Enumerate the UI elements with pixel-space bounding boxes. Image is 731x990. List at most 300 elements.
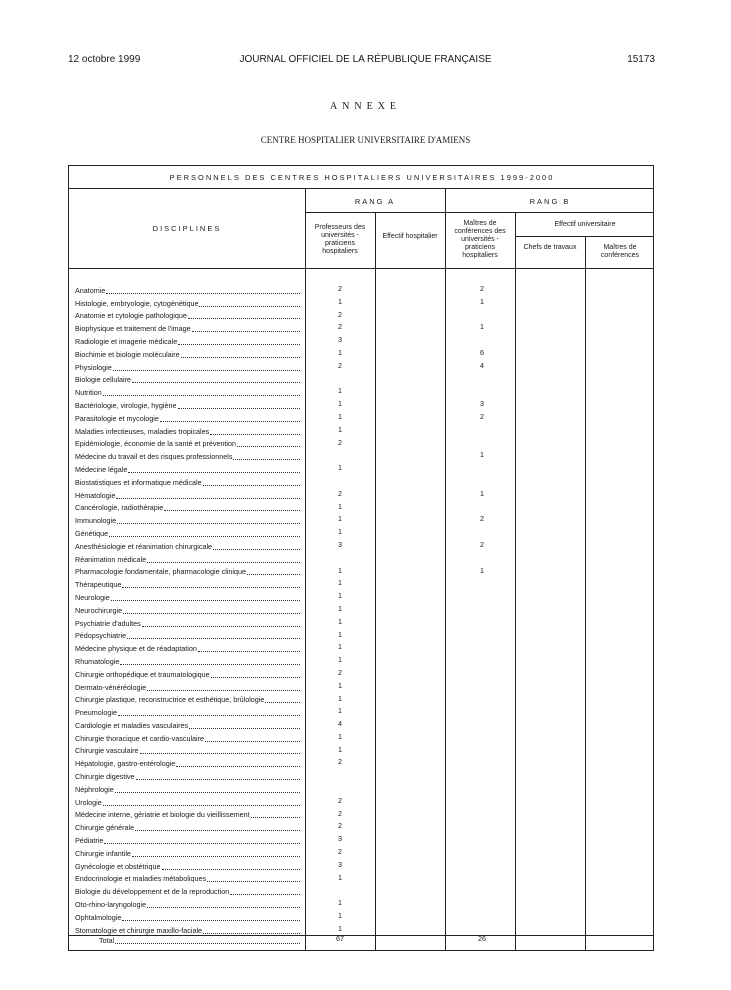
discipline-label: Radiologie et imagerie médicale (75, 336, 178, 346)
discipline-label: Hématologie (75, 490, 116, 500)
discipline-label-cell (75, 424, 301, 437)
maitres-conferences-count (447, 705, 517, 718)
discipline-label-cell (75, 744, 301, 757)
table-row (69, 705, 655, 718)
leader-dots (205, 741, 300, 742)
table-row (69, 475, 655, 488)
discipline-label-cell (75, 449, 301, 462)
discipline-label: Médecine interne, gériatrie et biologie du vieillissement (75, 810, 250, 820)
table-row (69, 731, 655, 744)
leader-dots (118, 715, 300, 716)
maitres-conferences-count (447, 424, 517, 437)
total-row (69, 933, 655, 946)
discipline-label-cell (75, 846, 301, 859)
discipline-label-cell (75, 488, 301, 501)
leader-dots (199, 306, 300, 307)
table-row (69, 680, 655, 693)
discipline-label: Ophtalmologie (75, 912, 122, 922)
table-row (69, 718, 655, 731)
discipline-label: Hépatologie, gastro-entérologie (75, 759, 176, 769)
discipline-rows (69, 283, 655, 936)
discipline-label: Neurochirurgie (75, 605, 123, 615)
maitres-conferences-count (447, 385, 517, 398)
discipline-label-cell (75, 347, 301, 360)
annexe-heading: ANNEXE (329, 101, 402, 112)
professeurs-count: 1 (338, 296, 342, 306)
professeurs-count (305, 782, 375, 795)
maitres-conferences-count: 1 (480, 322, 484, 332)
discipline-label-cell (75, 360, 301, 373)
maitres-conferences-count (447, 846, 517, 859)
table-row (69, 501, 655, 514)
professeurs-count: 1 (338, 616, 342, 626)
professeurs-count: 1 (338, 693, 342, 703)
total-maitres-conferences: 26 (478, 934, 486, 943)
maitres-conferences-count: 1 (480, 565, 484, 575)
professeurs-count: 1 (338, 463, 342, 473)
discipline-label: Génétique (75, 528, 109, 538)
discipline-label-cell (75, 565, 301, 578)
discipline-label: Chirurgie digestive (75, 772, 135, 782)
professeurs-count: 3 (338, 335, 342, 345)
table-row (69, 565, 655, 578)
total-label-cell (99, 933, 301, 946)
table-row (69, 462, 655, 475)
professeurs-count: 2 (338, 847, 342, 857)
maitres-conferences-count (447, 654, 517, 667)
leader-dots (181, 357, 300, 358)
table-row (69, 897, 655, 910)
document-subtitle: CENTRE HOSPITALIER UNIVERSITAIRE D'AMIENS (260, 135, 471, 145)
maitres-conferences-count (447, 437, 517, 450)
discipline-label: Epidémiologie, économie de la santé et prévention (75, 439, 237, 449)
discipline-label-cell (75, 731, 301, 744)
professeurs-count (305, 475, 375, 488)
professeurs-count: 1 (338, 501, 342, 511)
discipline-label: Rhumatologie (75, 656, 120, 666)
professeurs-count: 4 (338, 719, 342, 729)
maitres-conferences-count (447, 782, 517, 795)
discipline-label-cell (75, 872, 301, 885)
table-row (69, 437, 655, 450)
discipline-label-cell (75, 629, 301, 642)
professeurs-count: 3 (338, 859, 342, 869)
discipline-label: Biophysique et traitement de l'image (75, 324, 191, 334)
leader-dots (123, 613, 300, 614)
maitres-conferences-count (447, 718, 517, 731)
leader-dots (147, 562, 300, 563)
professeurs-count: 3 (338, 539, 342, 549)
maitres-conferences-count (447, 616, 517, 629)
maitres-conferences-count (447, 910, 517, 923)
maitres-conferences-count (447, 884, 517, 897)
discipline-label: Chirurgie plastique, reconstructrice et esthétique, brûlologie (75, 695, 265, 705)
discipline-label: Néphrologie (75, 784, 114, 794)
professeurs-count: 1 (338, 923, 342, 933)
discipline-label: Pédopsychiatrie (75, 631, 127, 641)
professeurs-count: 1 (338, 411, 342, 421)
professeurs-count (305, 449, 375, 462)
discipline-label-cell (75, 513, 301, 526)
discipline-label-cell (75, 385, 301, 398)
leader-dots (104, 843, 300, 844)
total-label: Total (99, 935, 115, 945)
table-row (69, 398, 655, 411)
professeurs-count: 1 (338, 655, 342, 665)
total-professeurs: 67 (336, 934, 344, 943)
leader-dots (160, 421, 300, 422)
discipline-label-cell (75, 539, 301, 552)
professeurs-count: 1 (338, 603, 342, 613)
table-row (69, 693, 655, 706)
leader-dots (147, 907, 300, 908)
maitres-conferences-count (447, 603, 517, 616)
discipline-label: Biologie cellulaire (75, 375, 131, 385)
table-row (69, 820, 655, 833)
professeurs-count: 3 (338, 834, 342, 844)
discipline-label: Neurologie (75, 592, 110, 602)
leader-dots (103, 805, 300, 806)
table-row (69, 334, 655, 347)
table-row (69, 603, 655, 616)
maitres-conferences-count (447, 744, 517, 757)
professeurs-count: 1 (338, 424, 342, 434)
leader-dots (162, 869, 300, 870)
rang-b-heading: RANG B (529, 197, 571, 206)
professeurs-count: 2 (338, 437, 342, 447)
discipline-label: Médecine légale (75, 464, 128, 474)
discipline-label: Histologie, embryologie, cytogénétique (75, 298, 199, 308)
discipline-label-cell (75, 283, 301, 296)
table-row (69, 910, 655, 923)
discipline-label-cell (75, 859, 301, 872)
table-row (69, 385, 655, 398)
leader-dots (192, 331, 300, 332)
professeurs-count: 1 (338, 399, 342, 409)
leader-dots (247, 574, 300, 575)
leader-dots (136, 779, 300, 780)
leader-dots (111, 600, 300, 601)
discipline-label-cell (75, 603, 301, 616)
leader-dots (251, 817, 300, 818)
maitres-conferences-count (447, 693, 517, 706)
discipline-label-cell (75, 680, 301, 693)
professeurs-count: 1 (338, 706, 342, 716)
leader-dots (233, 459, 300, 460)
professeurs-count: 2 (338, 821, 342, 831)
chefs-travaux-heading: Chefs de travaux (523, 244, 577, 251)
discipline-label: Chirurgie vasculaire (75, 746, 139, 756)
professeurs-count: 1 (338, 514, 342, 524)
rule-under-effectif-univ (515, 236, 653, 237)
maitres-conferences-count (447, 680, 517, 693)
discipline-label: Biostatistiques et informatique médicale (75, 477, 202, 487)
discipline-label-cell (75, 616, 301, 629)
maitres-conferences-count (447, 462, 517, 475)
leader-dots (142, 626, 300, 627)
discipline-label-cell (75, 437, 301, 450)
leader-dots (115, 792, 300, 793)
maitres-conferences-count (447, 577, 517, 590)
maitres-conferences-count (447, 756, 517, 769)
maitres-conferences-count (447, 590, 517, 603)
discipline-label-cell (75, 667, 301, 680)
rule-under-title (69, 188, 653, 189)
discipline-label: Bactériologie, virologie, hygiène (75, 400, 177, 410)
table-row (69, 488, 655, 501)
leader-dots (115, 943, 300, 944)
discipline-label: Dermato-vénéréologie (75, 682, 147, 692)
maitres-conferences-count (447, 795, 517, 808)
leader-dots (132, 382, 300, 383)
table-row (69, 539, 655, 552)
discipline-label: Stomatologie et chirurgie maxillo-faciale (75, 925, 203, 935)
table-row (69, 808, 655, 821)
maitres-conferences-count: 3 (480, 399, 484, 409)
discipline-label-cell (75, 782, 301, 795)
maitres-conferences-count (447, 897, 517, 910)
discipline-label: Pneumologie (75, 708, 117, 718)
professeurs-count: 1 (338, 872, 342, 882)
professeurs-count: 1 (338, 744, 342, 754)
discipline-label-cell (75, 309, 301, 322)
discipline-label-cell (75, 884, 301, 897)
discipline-label-cell (75, 705, 301, 718)
maitres-conferences-count (447, 833, 517, 846)
maitres-conferences-count: 2 (480, 411, 484, 421)
leader-dots (176, 766, 300, 767)
maitres-conferences-count: 4 (480, 360, 484, 370)
maitres-conferences-count (447, 641, 517, 654)
professeurs-count (305, 884, 375, 897)
professeurs-count: 1 (338, 911, 342, 921)
discipline-label-cell (75, 756, 301, 769)
professeurs-count: 1 (338, 565, 342, 575)
maitres-conferences-count (447, 629, 517, 642)
table-row (69, 449, 655, 462)
discipline-label-cell (75, 833, 301, 846)
effectif-hospitalier-heading: Effectif hospitalier (382, 233, 438, 240)
maitres-conferences-heading: Maîtres de conférences (600, 244, 640, 259)
discipline-label-cell (75, 654, 301, 667)
discipline-label-cell (75, 526, 301, 539)
maitres-conferences-count: 6 (480, 347, 484, 357)
discipline-label-cell (75, 296, 301, 309)
table-row (69, 321, 655, 334)
discipline-label-cell (75, 795, 301, 808)
maitres-conferences-count (447, 526, 517, 539)
discipline-label: Réanimation médicale (75, 554, 147, 564)
maitres-conferences-count (447, 769, 517, 782)
leader-dots (237, 446, 300, 447)
leader-dots (203, 485, 300, 486)
rule-under-header (69, 268, 653, 269)
table-row (69, 590, 655, 603)
leader-dots (116, 498, 300, 499)
leader-dots (122, 587, 300, 588)
maitres-conferences-count (447, 501, 517, 514)
table-row (69, 347, 655, 360)
discipline-label-cell (75, 552, 301, 565)
leader-dots (213, 549, 300, 550)
table-title: PERSONNELS DES CENTRES HOSPITALIERS UNIVERSITAIRES 1999-2000 (169, 173, 555, 182)
leader-dots (120, 664, 300, 665)
table-row (69, 296, 655, 309)
professeurs-count: 1 (338, 386, 342, 396)
discipline-label: Biochimie et biologie moléculaire (75, 349, 180, 359)
discipline-label: Urologie (75, 797, 102, 807)
maitres-conferences-count (447, 552, 517, 565)
leader-dots (188, 318, 300, 319)
leader-dots (140, 753, 300, 754)
maitres-conferences-pu-heading: Maîtres de conférences des universités - praticiens hospitaliers (454, 220, 506, 259)
professeurs-count: 1 (338, 642, 342, 652)
discipline-label: Médecine physique et de réadaptation (75, 644, 197, 654)
discipline-label: Thérapeutique (75, 580, 122, 590)
professeurs-count: 2 (338, 284, 342, 293)
table-row (69, 424, 655, 437)
leader-dots (178, 344, 300, 345)
maitres-conferences-count: 1 (480, 450, 484, 460)
maitres-conferences-count: 2 (480, 284, 484, 293)
leader-dots (117, 523, 300, 524)
table-row (69, 552, 655, 565)
table-row (69, 411, 655, 424)
staff-table (68, 165, 654, 951)
rule-under-rang (305, 212, 653, 213)
leader-dots (103, 395, 300, 396)
table-row (69, 744, 655, 757)
discipline-label: Médecine du travail et des risques professionnels (75, 452, 233, 462)
discipline-label-cell (75, 411, 301, 424)
discipline-label-cell (75, 769, 301, 782)
leader-dots (135, 830, 300, 831)
professeurs-count (305, 769, 375, 782)
professeurs-count: 2 (338, 808, 342, 818)
leader-dots (198, 651, 300, 652)
table-row (69, 884, 655, 897)
discipline-label: Anatomie (75, 285, 106, 295)
table-row (69, 667, 655, 680)
maitres-conferences-count (447, 820, 517, 833)
leader-dots (230, 894, 300, 895)
leader-dots (127, 638, 300, 639)
discipline-label-cell (75, 334, 301, 347)
leader-dots (109, 536, 300, 537)
discipline-label-cell (75, 577, 301, 590)
professeurs-count: 1 (338, 347, 342, 357)
maitres-conferences-count (447, 475, 517, 488)
table-row (69, 782, 655, 795)
rang-a-heading: RANG A (354, 197, 396, 206)
maitres-conferences-count: 1 (480, 488, 484, 498)
leader-dots (164, 510, 300, 511)
discipline-label: Cardiologie et maladies vasculaires (75, 720, 189, 730)
discipline-label-cell (75, 820, 301, 833)
professeurs-count: 1 (338, 527, 342, 537)
leader-dots (113, 370, 300, 371)
maitres-conferences-count (447, 309, 517, 322)
professeurs-count (305, 373, 375, 386)
discipline-label: Gynécologie et obstétrique (75, 861, 161, 871)
discipline-label: Nutrition (75, 388, 102, 398)
disciplines-heading: DISCIPLINES (152, 224, 222, 233)
table-row (69, 360, 655, 373)
professeurs-count: 1 (338, 591, 342, 601)
table-row (69, 373, 655, 386)
professeurs-count: 2 (338, 309, 342, 319)
leader-dots (122, 920, 300, 921)
professeurs-count: 1 (338, 578, 342, 588)
professeurs-count: 2 (338, 488, 342, 498)
leader-dots (189, 728, 300, 729)
discipline-label: Pédiatrie (75, 836, 104, 846)
discipline-label: Parasitologie et mycologie (75, 413, 159, 423)
leader-dots (132, 856, 300, 857)
leader-dots (147, 690, 300, 691)
header-page-number: 15173 (627, 54, 655, 65)
discipline-label: Pharmacologie fondamentale, pharmacologie clinique (75, 567, 247, 577)
maitres-conferences-count (447, 872, 517, 885)
discipline-label: Immunologie (75, 516, 117, 526)
professeurs-count: 1 (338, 731, 342, 741)
table-row (69, 577, 655, 590)
discipline-label-cell (75, 321, 301, 334)
discipline-label: Chirurgie générale (75, 823, 135, 833)
table-row (69, 769, 655, 782)
discipline-label-cell (75, 808, 301, 821)
discipline-label: Anesthésiologie et réanimation chirurgicale (75, 541, 213, 551)
discipline-label-cell (75, 718, 301, 731)
table-row (69, 513, 655, 526)
discipline-label-cell (75, 462, 301, 475)
maitres-conferences-count (447, 373, 517, 386)
table-row (69, 795, 655, 808)
table-row (69, 526, 655, 539)
header-journal-title: JOURNAL OFFICIEL DE LA RÉPUBLIQUE FRANÇAISE (239, 54, 492, 65)
table-row (69, 629, 655, 642)
maitres-conferences-count (447, 859, 517, 872)
professeurs-count: 2 (338, 667, 342, 677)
discipline-label: Psychiatrie d'adultes (75, 618, 141, 628)
discipline-label: Maladies infectieuses, maladies tropicales (75, 426, 210, 436)
professeurs-count (305, 552, 375, 565)
maitres-conferences-count (447, 667, 517, 680)
discipline-label: Chirurgie orthopédique et traumatologique (75, 669, 210, 679)
table-row (69, 756, 655, 769)
leader-dots (207, 881, 300, 882)
professeurs-count: 2 (338, 360, 342, 370)
table-row (69, 309, 655, 322)
discipline-label-cell (75, 641, 301, 654)
discipline-label: Cancérologie, radiothérapie (75, 503, 164, 513)
leader-dots (178, 408, 301, 409)
header-date: 12 octobre 1999 (68, 54, 141, 65)
maitres-conferences-count (447, 808, 517, 821)
professeurs-count: 2 (338, 757, 342, 767)
table-row (69, 641, 655, 654)
maitres-conferences-count: 1 (480, 296, 484, 306)
discipline-label-cell (75, 398, 301, 411)
discipline-label: Chirurgie infantile (75, 848, 131, 858)
professeurs-count: 1 (338, 680, 342, 690)
maitres-conferences-count: 2 (480, 514, 484, 524)
discipline-label: Biologie du développement et de la reproduction (75, 887, 230, 897)
leader-dots (210, 434, 300, 435)
leader-dots (265, 702, 300, 703)
table-row (69, 859, 655, 872)
effectif-universitaire-heading: Effectif universitaire (554, 221, 616, 228)
